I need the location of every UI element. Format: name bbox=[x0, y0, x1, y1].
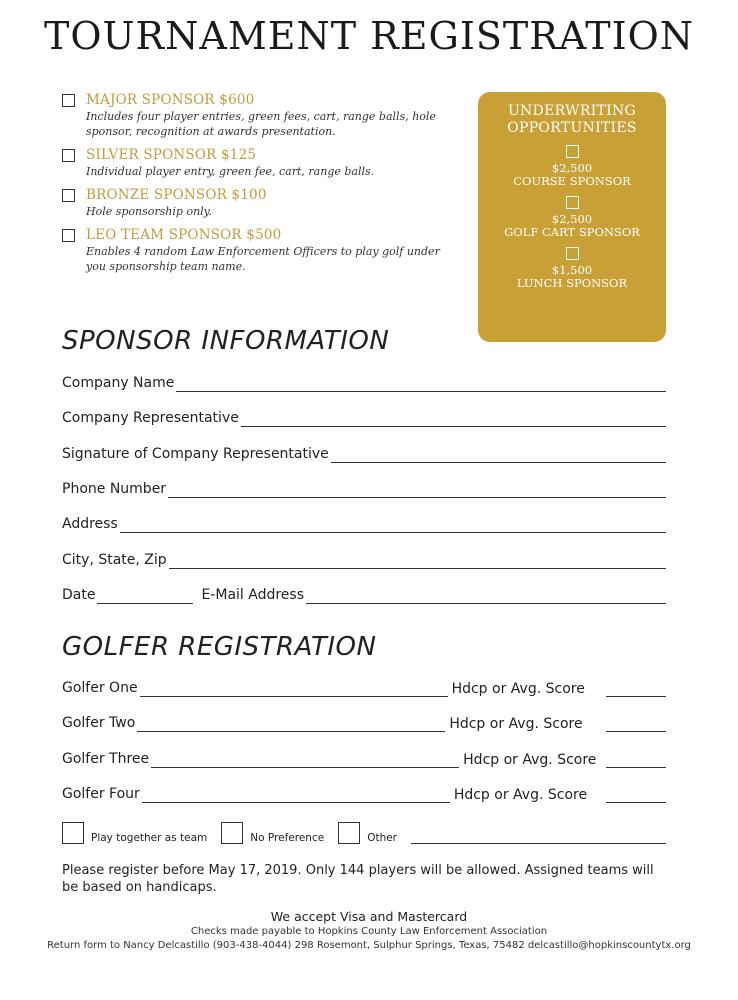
score-label: Hdcp or Avg. Score bbox=[453, 787, 588, 803]
underwriting-item-lunch bbox=[478, 247, 666, 290]
phone-field bbox=[62, 478, 666, 498]
underwriting-box bbox=[478, 92, 666, 342]
page-title: TOURNAMENT REGISTRATION bbox=[44, 14, 694, 58]
signature-input[interactable] bbox=[331, 448, 666, 463]
bronze-sponsor-checkbox[interactable] bbox=[62, 189, 75, 202]
email-input[interactable] bbox=[306, 589, 666, 604]
checks-payable-text: Checks made payable to Hopkins County Law Enforcement Association bbox=[190, 926, 548, 937]
phone-input[interactable] bbox=[168, 483, 666, 498]
registration-notice: Please register before May 17, 2019. Only 144 players will be allowed. Assigned teams will be based on handicaps. bbox=[62, 863, 654, 895]
golfer-row bbox=[62, 712, 666, 732]
company-name-input[interactable] bbox=[176, 377, 666, 392]
golfer-label: Golfer Three bbox=[62, 751, 150, 767]
date-label: Date bbox=[62, 587, 96, 603]
underwriting-label: LUNCH SPONSOR bbox=[516, 276, 628, 290]
no-preference-label: No Preference bbox=[250, 832, 325, 844]
other-checkbox[interactable] bbox=[338, 822, 360, 844]
signature-label: Signature of Company Representative bbox=[62, 446, 329, 462]
golfer-row bbox=[62, 783, 666, 803]
underwriting-amount: $1,500 bbox=[551, 263, 593, 277]
bronze-sponsor-option bbox=[62, 187, 452, 219]
play-together-checkbox[interactable] bbox=[62, 822, 84, 844]
silver-sponsor-option bbox=[62, 147, 452, 179]
sponsor-level-name: LEO TEAM SPONSOR $500 bbox=[86, 227, 282, 243]
address-input[interactable] bbox=[120, 518, 666, 533]
golfer-name-input[interactable] bbox=[137, 717, 445, 732]
underwriting-label: GOLF CART SPONSOR bbox=[504, 225, 640, 239]
golfer-row bbox=[62, 677, 666, 697]
score-label: Hdcp or Avg. Score bbox=[451, 681, 585, 697]
company-name-field bbox=[62, 372, 666, 392]
score-input[interactable] bbox=[606, 682, 666, 697]
underwriting-title: UNDERWRITING OPPORTUNITIES bbox=[507, 103, 637, 136]
leo-team-sponsor-option bbox=[62, 227, 452, 274]
underwriting-label: COURSE SPONSOR bbox=[513, 174, 631, 188]
payment-accepted-text: We accept Visa and Mastercard bbox=[270, 909, 468, 924]
address-label: Address bbox=[62, 516, 118, 532]
golf-cart-sponsor-checkbox[interactable] bbox=[566, 196, 579, 209]
date-email-field bbox=[62, 584, 666, 604]
score-input[interactable] bbox=[606, 717, 666, 732]
return-address-text: Return form to Nancy Delcastillo (903-438-4044) 298 Rosemont, Sulphur Springs, Texas, 75482 delcastillo@hopkinscountytx.org bbox=[47, 940, 691, 951]
sponsor-level-name: MAJOR SPONSOR $600 bbox=[86, 92, 255, 108]
other-input[interactable] bbox=[411, 833, 666, 844]
date-input[interactable] bbox=[97, 589, 193, 604]
underwriting-item-course bbox=[478, 145, 666, 188]
phone-label: Phone Number bbox=[62, 481, 167, 497]
golfer-label: Golfer One bbox=[62, 680, 138, 696]
score-label: Hdcp or Avg. Score bbox=[463, 752, 597, 768]
other-label: Other bbox=[367, 832, 398, 844]
company-rep-input[interactable] bbox=[241, 412, 666, 427]
sponsor-level-name: BRONZE SPONSOR $100 bbox=[86, 187, 267, 203]
sponsor-level-name: SILVER SPONSOR $125 bbox=[86, 147, 257, 163]
play-together-label: Play together as team bbox=[91, 832, 208, 844]
sponsor-info-heading: SPONSOR INFORMATION bbox=[62, 326, 390, 356]
company-rep-label: Company Representative bbox=[62, 410, 239, 426]
no-preference-checkbox[interactable] bbox=[221, 822, 243, 844]
sponsor-level-description: Individual player entry, green fee, cart, range balls. bbox=[86, 165, 375, 178]
score-input[interactable] bbox=[606, 753, 666, 768]
sponsor-level-description: Hole sponsorship only. bbox=[86, 205, 212, 218]
address-field bbox=[62, 513, 666, 533]
sponsor-levels bbox=[62, 92, 452, 282]
golfer-name-input[interactable] bbox=[140, 682, 448, 697]
underwriting-amount: $2,500 bbox=[551, 161, 593, 175]
lunch-sponsor-checkbox[interactable] bbox=[566, 247, 579, 260]
score-input[interactable] bbox=[606, 788, 666, 803]
golfer-label: Golfer Four bbox=[62, 786, 140, 802]
footer bbox=[0, 909, 738, 953]
team-preference-row bbox=[62, 818, 666, 844]
signature-field bbox=[62, 443, 666, 463]
sponsor-level-description: Includes four player entries, green fees, cart, range balls, hole sponsor, recognition at awards presentation. bbox=[86, 110, 436, 138]
course-sponsor-checkbox[interactable] bbox=[566, 145, 579, 158]
underwriting-amount: $2,500 bbox=[551, 212, 593, 226]
email-label: E-Mail Address bbox=[201, 587, 305, 603]
golfer-name-input[interactable] bbox=[151, 753, 459, 768]
golfer-label: Golfer Two bbox=[62, 715, 136, 731]
leo-team-sponsor-checkbox[interactable] bbox=[62, 229, 75, 242]
sponsor-level-description: Enables 4 random Law Enforcement Officers to play golf under you sponsorship team name. bbox=[86, 245, 440, 273]
company-name-label: Company Name bbox=[62, 375, 175, 391]
major-sponsor-checkbox[interactable] bbox=[62, 94, 75, 107]
city-state-zip-label: City, State, Zip bbox=[62, 552, 167, 568]
city-state-zip-field bbox=[62, 549, 666, 569]
city-state-zip-input[interactable] bbox=[169, 554, 666, 569]
golfer-row bbox=[62, 748, 666, 768]
score-label: Hdcp or Avg. Score bbox=[449, 716, 583, 732]
company-rep-field bbox=[62, 407, 666, 427]
major-sponsor-option bbox=[62, 92, 452, 139]
underwriting-item-golf-cart bbox=[478, 196, 666, 239]
silver-sponsor-checkbox[interactable] bbox=[62, 149, 75, 162]
golfer-registration-heading: GOLFER REGISTRATION bbox=[62, 632, 377, 662]
golfer-name-input[interactable] bbox=[142, 788, 450, 803]
